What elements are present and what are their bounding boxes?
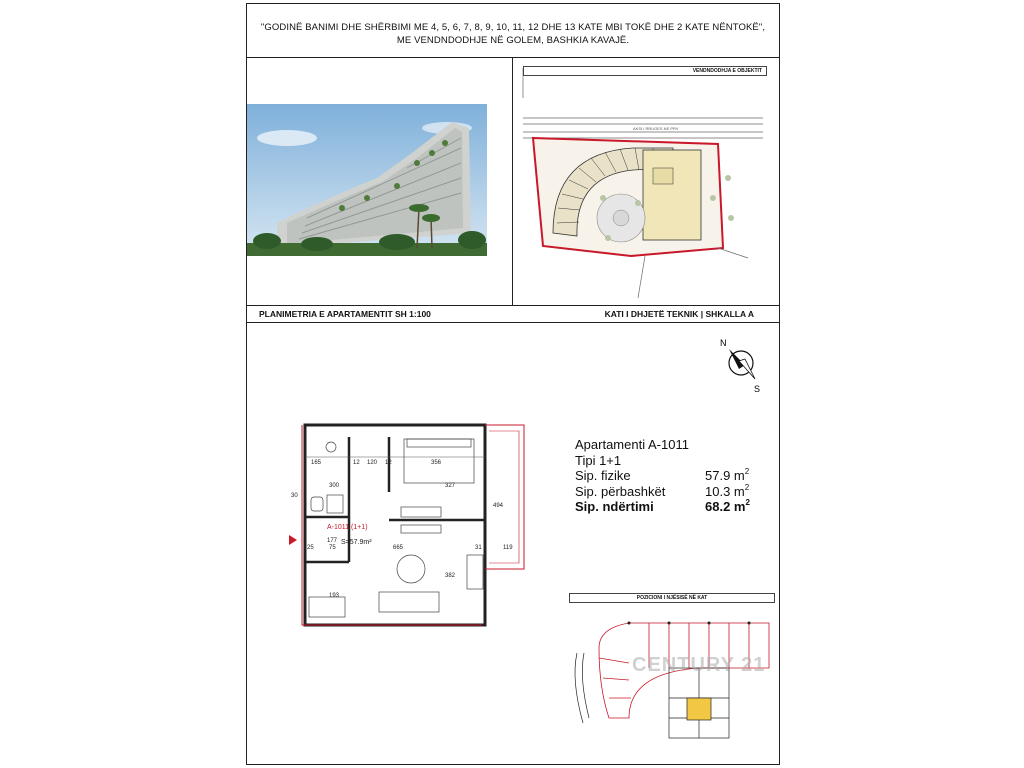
dim-177: 177 — [327, 538, 338, 544]
compass-north: N — [720, 338, 727, 348]
area-built-row — [575, 499, 775, 515]
area-physical-value: 57.9 $m^2$ — [705, 467, 750, 483]
compass-icon — [721, 337, 769, 395]
dim-12a: 12 — [353, 460, 360, 466]
watermark: CENTURY 21 — [632, 654, 766, 676]
project-title-line1: "GODINË BANIMI DHE SHËRBIMI ME 4, 5, 6, 7, 8, 9, 10, 11, 12 DHE 13 KATE MBI TOKË DHE 2 KATE NËNTOKË", — [260, 22, 766, 33]
plan-scale-label: PLANIMETRIA E APARTAMENTIT SH 1:100 — [259, 309, 431, 319]
dim-12b: 12 — [385, 460, 392, 466]
key-plan — [569, 608, 779, 748]
area-physical-label: Sip. fizike — [575, 468, 631, 483]
apartment-name: Apartamenti A-1011 — [575, 437, 689, 452]
dim-75: 75 — [329, 545, 336, 551]
dim-494: 494 — [493, 503, 504, 509]
area-built-value: 68.2 $m^2$ — [705, 498, 750, 514]
apartment-info — [575, 437, 775, 515]
area-common-value: 10.3 $m^2$ — [705, 482, 750, 499]
section-band — [247, 305, 779, 323]
unit-label: A-1011 (1+1) — [327, 524, 368, 531]
area-common-row — [575, 484, 775, 500]
dim-30: 30 — [291, 493, 298, 499]
dim-382: 382 — [445, 573, 456, 579]
floor-stair-label: KATI I DHJETË TEKNIK | SHKALLA A — [604, 309, 754, 319]
project-header — [247, 4, 779, 58]
highlighted-unit — [687, 698, 711, 720]
dim-327: 327 — [445, 483, 456, 489]
site-plan — [513, 58, 779, 305]
project-title-line2: ME VENDNDODHJE NË GOLEM, BASHKIA KAVAJË. — [396, 35, 630, 46]
dim-165: 165 — [311, 460, 322, 466]
compass-south: S — [754, 384, 761, 394]
apartment-type: Tipi 1+1 — [575, 452, 622, 468]
dim-25: 25 — [307, 545, 314, 551]
road-label: AKSI I RRUGES NE PRV — [633, 126, 679, 131]
area-physical-row — [575, 468, 775, 484]
drawing-sheet — [246, 3, 780, 765]
area-built-label: Sip. ndërtimi — [575, 499, 654, 514]
site-plan-title: VENDNDODHJA E OBJEKTIT — [523, 66, 767, 76]
key-plan-drawing — [569, 608, 779, 748]
dim-300: 300 — [329, 483, 340, 489]
unit-area-label: S=57.9m² — [341, 539, 372, 546]
area-common-label: Sip. përbashkët — [575, 483, 666, 499]
dim-356: 356 — [431, 460, 442, 466]
building-render — [247, 58, 513, 305]
building-render-image — [247, 58, 513, 305]
dim-120: 120 — [367, 460, 378, 466]
dim-665: 665 — [393, 545, 404, 551]
site-plan-drawing — [513, 58, 779, 305]
dim-119: 119 — [503, 545, 513, 551]
dim-193: 193 — [329, 593, 340, 599]
floor-plan-drawing — [289, 417, 539, 637]
apartment-floor-plan — [289, 417, 539, 637]
north-arrow — [721, 337, 769, 395]
dim-31: 31 — [475, 545, 482, 551]
unit-position-title: POZICIONI I NJËSISË NË KAT — [569, 593, 775, 603]
